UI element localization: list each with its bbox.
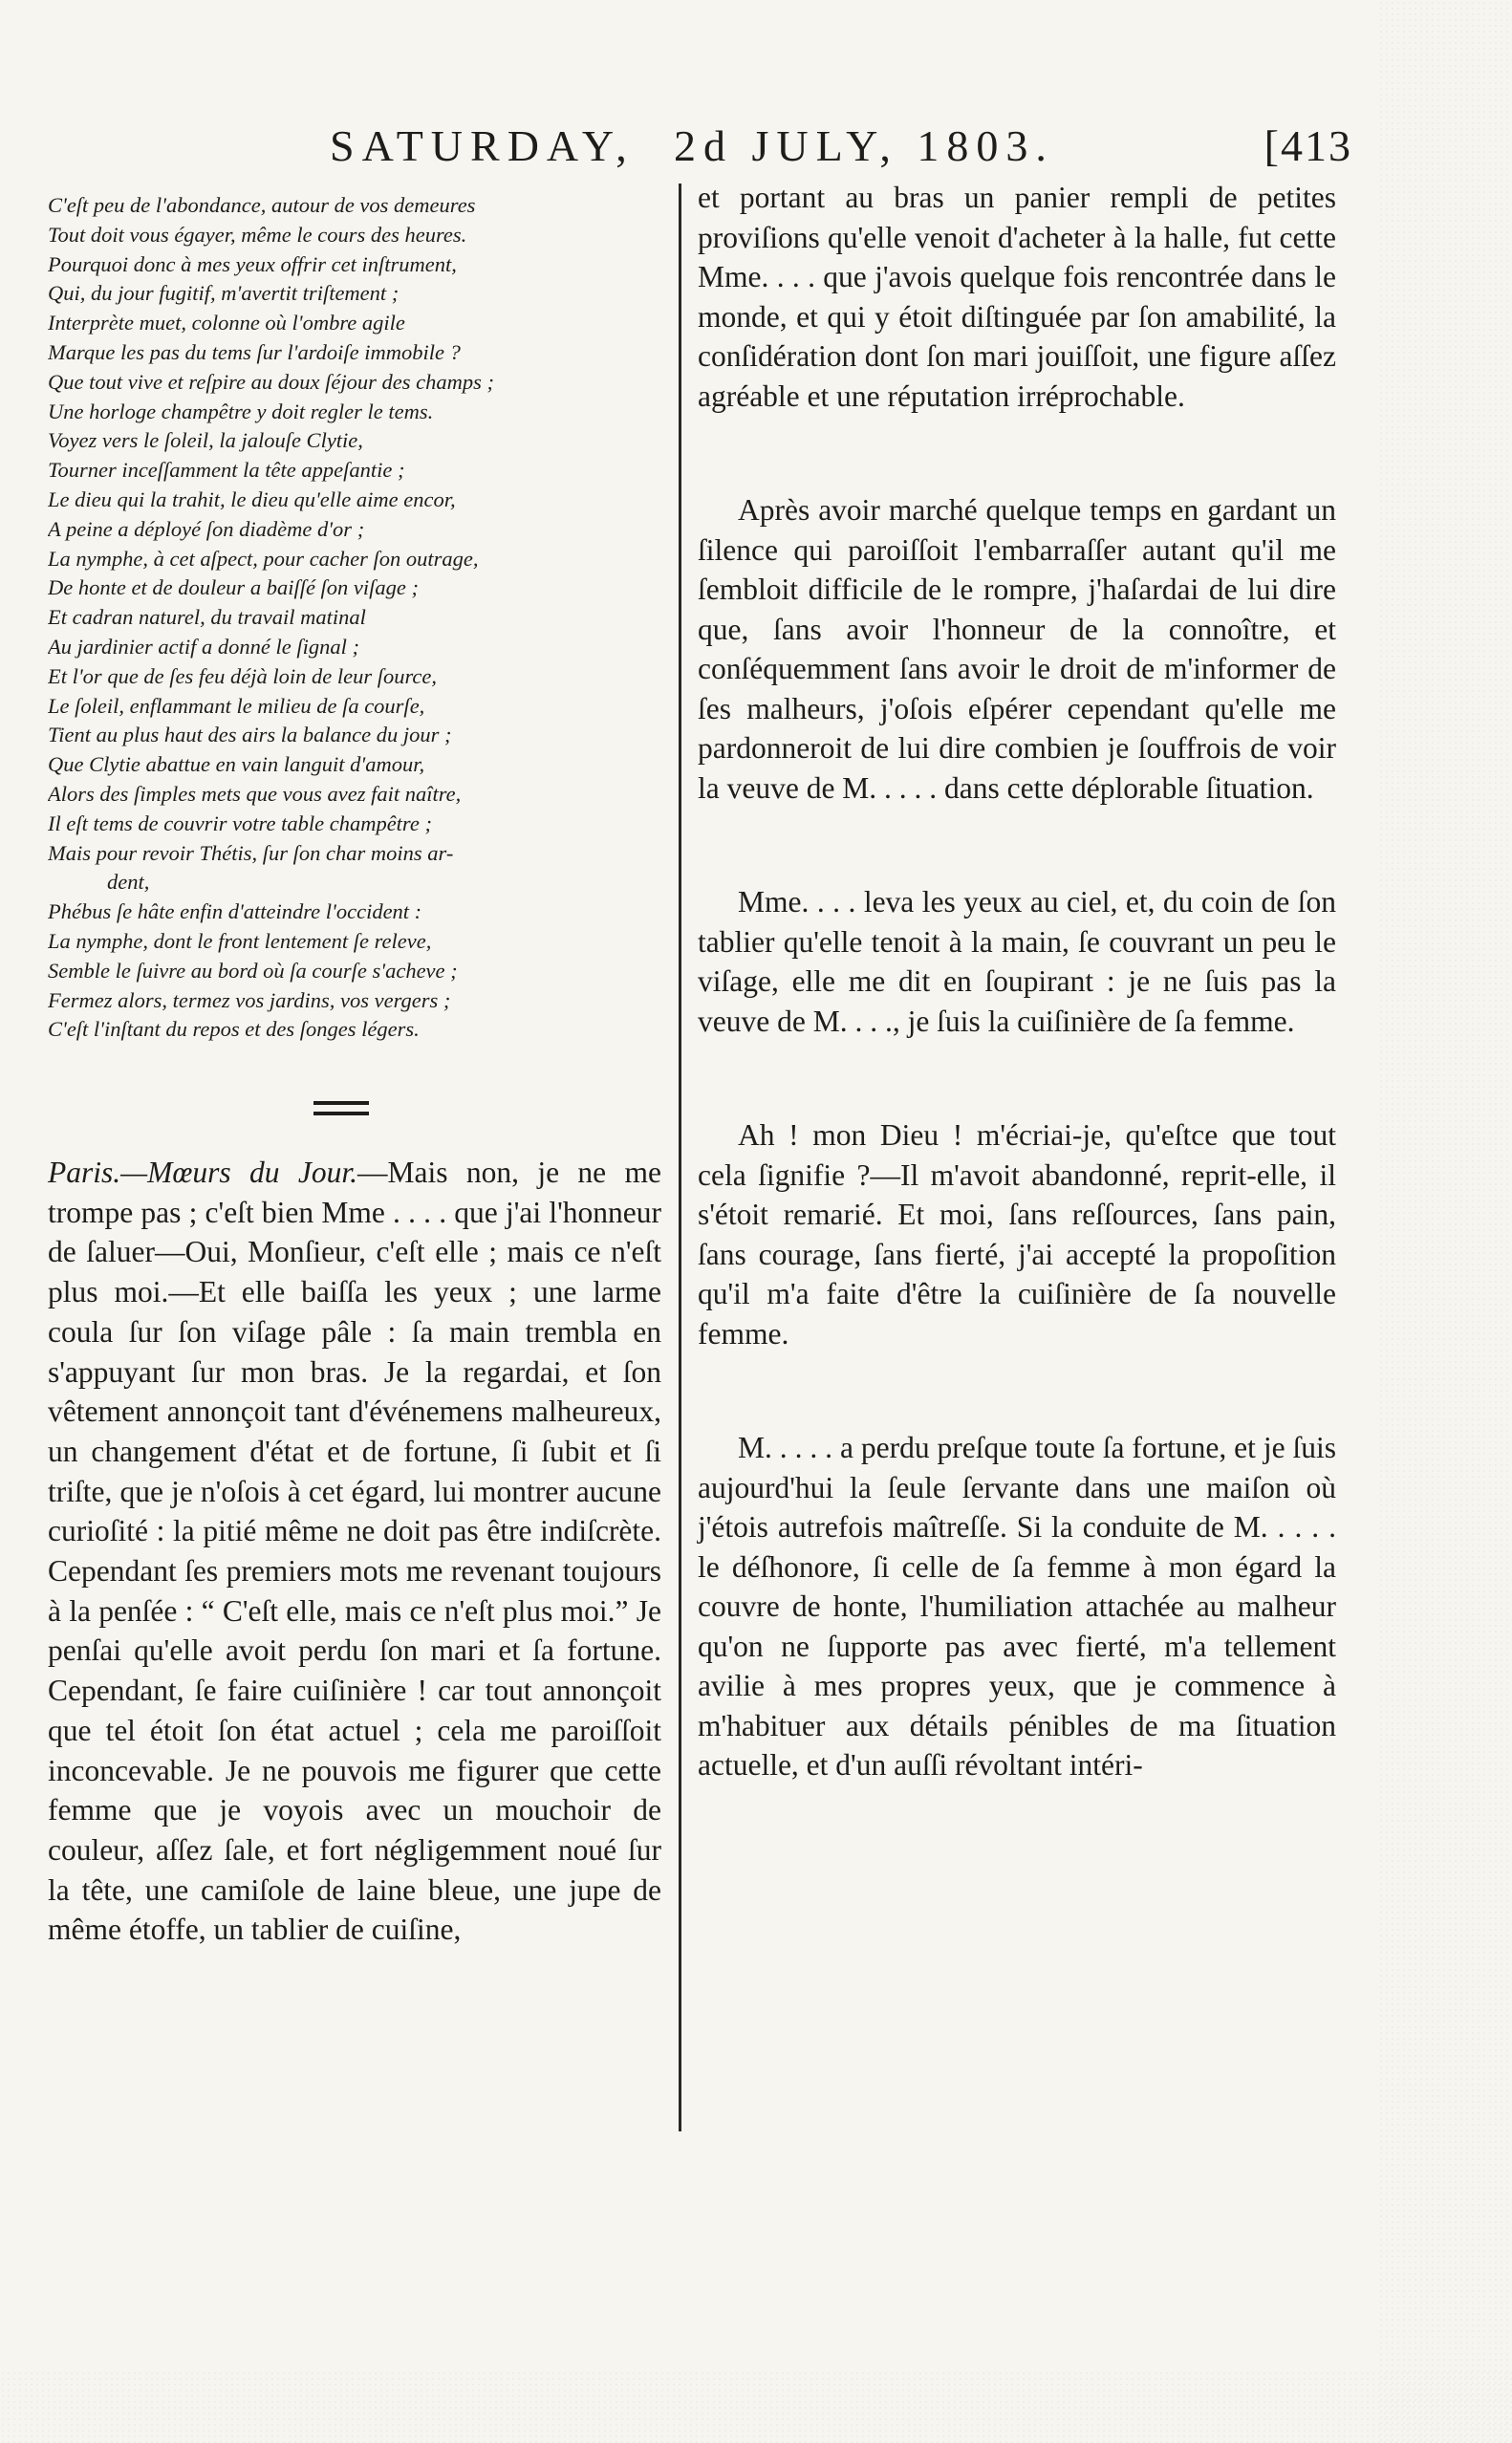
section-rule-bottom	[313, 1112, 369, 1115]
poem-line: A peine a déployé ſon diadème d'or ;	[48, 516, 365, 541]
poem-line: C'eſt peu de l'abondance, autour de vos demeures	[48, 193, 476, 217]
poem-line: Le ſoleil, enflammant le milieu de ſa courſe,	[48, 693, 425, 718]
paragraph-1: et portant au bras un panier rempli de petites proviſions qu'elle venoit d'acheter à la halle, fut cette Mme. . . . que j'avois quelque fois rencontrée dans le monde, et qui y étoit diſtinguée par ſon amabilité, la conſidération dont ſon mari jouiſſoit, une figure aſſez agréable et une réputation irréprochable.	[698, 181, 1336, 413]
poem-line: Mais pour revoir Thétis, ſur ſon char moins ar-	[48, 840, 454, 865]
poem-line: Il eſt tems de couvrir votre table champêtre ;	[48, 811, 432, 835]
poem-line: Pourquoi donc à mes yeux offrir cet inſtrument,	[48, 251, 457, 276]
poem-line: Voyez vers le ſoleil, la jalouſe Clytie,	[48, 428, 363, 453]
poem-line: Et l'or que de ſes feu déjà loin de leur ſource,	[48, 663, 438, 688]
poem-line: Interprète muet, colonne où l'ombre agile	[48, 311, 405, 335]
poem-line: Marque les pas du tems ſur l'ardoiſe immobile ?	[48, 339, 461, 364]
poem-line: Semble le ſuivre au bord où ſa courſe s'acheve ;	[48, 958, 458, 983]
poem-line: Le dieu qui la trahit, le dieu qu'elle aime encor,	[48, 486, 456, 511]
paragraph-3: Mme. . . . leva les yeux au ciel, et, du coin de ſon tablier qu'elle tenoit à la main, ſe couvrant un peu le viſage, elle me dit en ſoupirant : je ne ſuis pas la veuve de M. . . ., je ſuis la cuiſinière de ſa femme.	[698, 885, 1336, 1038]
poem-line: Une horloge champêtre y doit regler le tems.	[48, 399, 434, 423]
column-divider	[679, 184, 681, 1168]
header-date: 2d JULY, 1803.	[674, 121, 1054, 170]
poem-line: Que Clytie abattue en vain languit d'amour,	[48, 752, 425, 777]
poem-line: Alors des ſimples mets que vous avez fait naître,	[48, 781, 462, 806]
poem-line: Tient au plus haut des airs la balance du jour ;	[48, 723, 452, 747]
poem-line: dent,	[107, 870, 150, 895]
poem-block	[48, 191, 659, 1045]
poem-line: Fermez alors, termez vos jardins, vos vergers ;	[48, 987, 451, 1012]
header-day: SATURDAY,	[330, 121, 635, 170]
section-rule-top	[313, 1101, 369, 1105]
poem-line: C'eſt l'inſtant du repos et des ſonges légers.	[48, 1017, 420, 1042]
poem-line: La nymphe, à cet aſpect, pour cacher ſon outrage,	[48, 546, 479, 571]
poem-line: La nymphe, dont le front lentement ſe releve,	[48, 928, 432, 953]
paragraph-2: Après avoir marché quelque temps en gardant un ſilence qui paroiſſoit l'embarraſſer autant qu'il me ſembloit difficile de le rompre, j'haſardai de lui dire que, ſans avoir l'honneur de la connoître, et conſéquemment ſans avoir le droit de m'informer de ſes malheurs, j'oſois eſpérer cependant qu'elle me pardonneroit de lui dire combien je ſouffrois de voir la veuve de M. . . . . dans cette déplorable ſituation.	[698, 493, 1336, 805]
paragraph-4: Ah ! mon Dieu ! m'écriai-je, qu'eſtce que tout cela ſignifie ?—Il m'avoit abandonné, reprit-elle, il s'étoit remarié. Et moi, ſans reſſources, ſans pain, ſans courage, ſans fierté, j'ai accepté la propoſition qu'il m'a faite d'être la cuiſinière de ſa nouvelle femme.	[698, 1118, 1336, 1351]
right-column	[698, 178, 1336, 1785]
page-edge-texture	[1378, 0, 1512, 2443]
poem-line: De honte et de douleur a baiſſé ſon viſage ;	[48, 575, 420, 600]
paragraph-5: M. . . . . a perdu preſque toute ſa fortune, et je ſuis aujourd'hui la ſeule ſervante dans une maiſon où j'étois autrefois maîtreſſe. Si la conduite de M. . . . . le déſhonore, ſi celle de ſa femme à mon égard la couvre de honte, l'humiliation attachée au malheur qu'on ne ſupporte pas avec fierté, m'a tellement avilie à mes propres yeux, que je commence à m'habituer aux détails pénibles de ma ſituation actuelle, et d'un auſſi révoltant intéri-	[698, 1431, 1336, 1782]
poem-line: Phébus ſe hâte enfin d'atteindre l'occident :	[48, 899, 422, 924]
poem-line: Que tout vive et reſpire au doux ſéjour des champs ;	[48, 369, 494, 394]
article-paris-moeurs	[48, 1153, 661, 1950]
article-text: —Mais non, je ne me trompe pas ; c'eſt bien Mme . . . . que j'ai l'honneur de ſaluer—Oui, Monſieur, c'eſt elle ; mais ce n'eſt plus moi.—Et elle baiſſa les yeux ; une larme coula ſur ſon viſage pâle : ſa main trembla en s'appuyant ſur mon bras. Je la regardai, et ſon vêtement annonçoit tant d'événemens malheureux, un changement d'état et de fortune, ſi ſubit et ſi triſte, que je n'oſois à cet égard, lui montrer aucune curioſité : la pitié même ne doit pas être indiſcrète. Cependant ſes premiers mots me revenant toujours à la penſée : “ C'eſt elle, mais ce n'eſt plus moi.” Je penſai qu'elle avoit perdu ſon mari et ſa fortune. Cependant, ſe faire cuiſinière ! car tout annonçoit que tel étoit ſon état actuel ; cela me paroiſſoit inconcevable. Je ne pouvois me figurer que cette femme que je voyois avec un mouchoir de couleur, aſſez ſale, et fort négligemment noué ſur la tête, une camiſole de laine bleue, une jupe de même étoffe, un tablier de cuiſine,	[48, 1156, 661, 1947]
poem-line: Qui, du jour fugitif, m'avertit triſtement ;	[48, 281, 400, 306]
page-number: [413	[1264, 121, 1352, 170]
poem-line: Et cadran naturel, du travail matinal	[48, 605, 366, 630]
column-divider-lower	[679, 1166, 681, 2131]
poem-line: Tout doit vous égayer, même le cours des heures.	[48, 222, 467, 247]
poem-line: Tourner inceſſamment la tête appeſantie ;	[48, 458, 405, 483]
page-bottom-texture	[0, 2370, 1512, 2443]
article-heading: Paris.—Mœurs du Jour.	[48, 1156, 357, 1189]
poem-line: Au jardinier actif a donné le ſignal ;	[48, 634, 359, 659]
